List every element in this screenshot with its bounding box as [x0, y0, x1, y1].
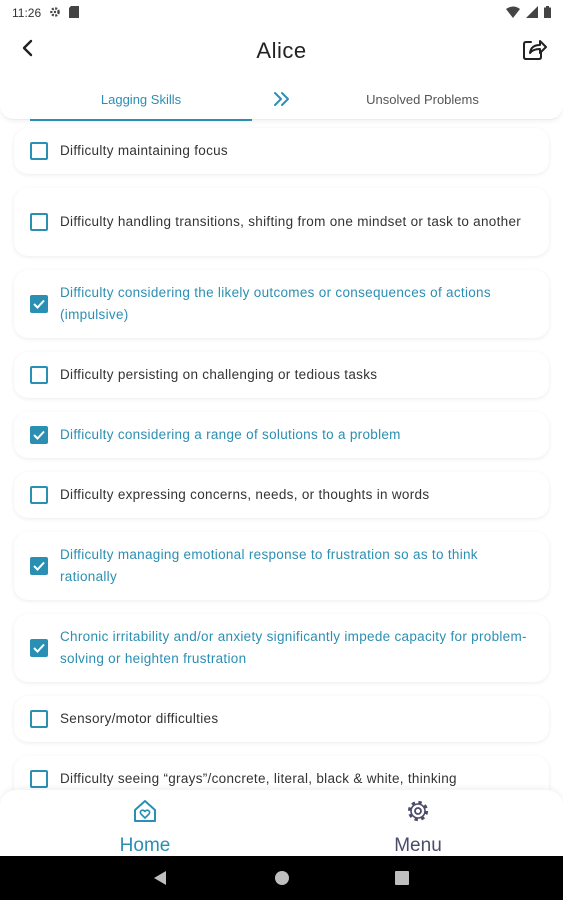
status-time: 11:26	[12, 6, 42, 20]
skill-label: Difficulty persisting on challenging or tedious tasks	[60, 367, 378, 382]
skill-label: Difficulty managing emotional response to frustration so as to think rationally	[60, 547, 478, 584]
check-icon	[33, 561, 45, 571]
double-chevron-right-icon[interactable]	[268, 87, 296, 111]
status-bar	[0, 0, 563, 26]
check-icon	[33, 299, 45, 309]
nav-menu-label: Menu	[394, 835, 442, 856]
skill-label: Difficulty considering the likely outcomes or consequences of actions (impulsive)	[60, 285, 491, 322]
system-nav-bar	[0, 856, 563, 900]
share-button[interactable]	[519, 36, 549, 66]
skill-item[interactable]	[14, 756, 549, 792]
checkbox-checked[interactable]	[30, 557, 48, 575]
skill-item[interactable]	[14, 188, 549, 256]
checkbox-checked[interactable]	[30, 639, 48, 657]
checkbox[interactable]	[30, 710, 48, 728]
back-arrow-icon	[19, 39, 37, 62]
recents-square-icon[interactable]	[392, 868, 412, 888]
skill-label: Difficulty seeing “grays”/concrete, literal, black & white, thinking	[60, 771, 457, 786]
checkbox-checked[interactable]	[30, 295, 48, 313]
bottom-nav	[0, 790, 563, 856]
skill-item[interactable]	[14, 128, 549, 174]
status-right	[506, 6, 551, 21]
signal-icon	[526, 6, 538, 21]
nav-menu[interactable]	[348, 798, 488, 856]
skill-label: Chronic irritability and/or anxiety significantly impede capacity for problem-solving or heighten frustration	[60, 629, 527, 666]
skill-label: Difficulty expressing concerns, needs, or thoughts in words	[60, 487, 430, 502]
nav-home-label: Home	[119, 835, 171, 856]
lagging-skills-list	[0, 124, 563, 792]
share-icon	[521, 36, 547, 67]
skill-item[interactable]	[14, 472, 549, 518]
wifi-icon	[506, 6, 520, 21]
checkbox[interactable]	[30, 213, 48, 231]
checkbox-checked[interactable]	[30, 426, 48, 444]
tab-lagging-skills[interactable]: Lagging Skills	[30, 78, 252, 120]
skill-item[interactable]	[14, 532, 549, 600]
gear-icon	[49, 6, 61, 21]
skill-item[interactable]	[14, 614, 549, 682]
back-triangle-icon[interactable]	[150, 868, 170, 888]
skill-item[interactable]	[14, 270, 549, 338]
tab-bar	[0, 78, 563, 120]
check-icon	[33, 643, 45, 653]
back-button[interactable]	[14, 36, 42, 64]
skill-label: Difficulty maintaining focus	[60, 143, 228, 158]
home-circle-icon[interactable]	[272, 868, 292, 888]
status-left	[12, 6, 79, 21]
checkbox[interactable]	[30, 142, 48, 160]
skill-label: Difficulty handling transitions, shifting from one mindset or task to another	[60, 214, 522, 229]
checkbox[interactable]	[30, 366, 48, 384]
page-title: Alice	[256, 38, 307, 63]
checkbox[interactable]	[30, 770, 48, 788]
check-icon	[33, 430, 45, 440]
skill-item[interactable]	[14, 352, 549, 398]
gear-icon	[405, 798, 431, 829]
skill-label: Sensory/motor difficulties	[60, 711, 219, 726]
app-bar	[0, 26, 563, 76]
sd-card-icon	[69, 6, 79, 21]
battery-icon	[544, 6, 551, 21]
tab-unsolved-problems[interactable]: Unsolved Problems	[366, 91, 479, 107]
skill-item[interactable]	[14, 696, 549, 742]
home-icon	[132, 798, 158, 829]
checkbox[interactable]	[30, 486, 48, 504]
skill-item[interactable]	[14, 412, 549, 458]
skill-label: Difficulty considering a range of solutions to a problem	[60, 427, 401, 442]
nav-home[interactable]	[75, 798, 215, 856]
